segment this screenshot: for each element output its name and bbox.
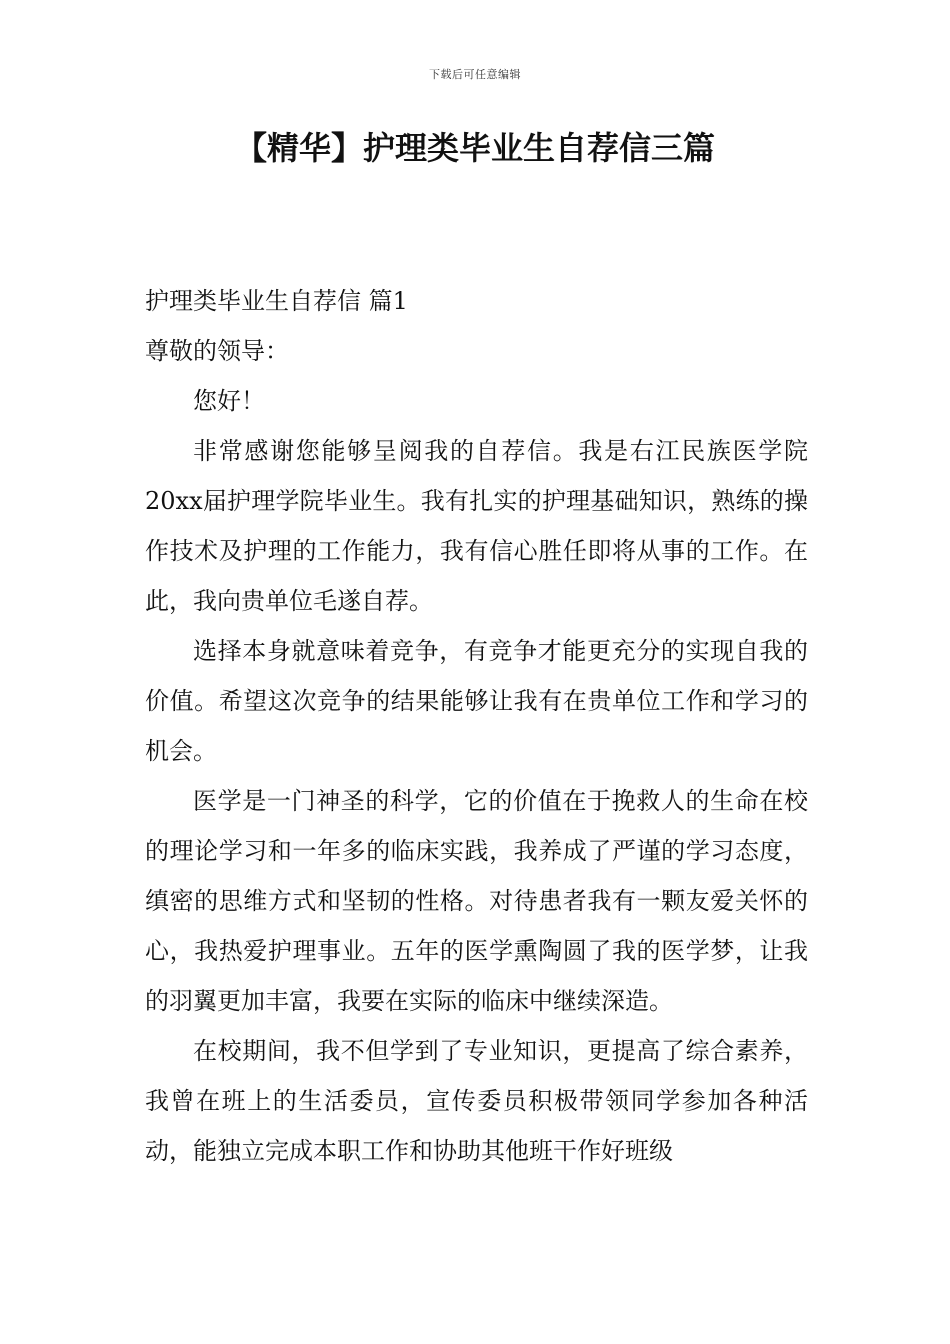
body-paragraph-3: 医学是一门神圣的科学，它的价值在于挽救人的生命在校的理论学习和一年多的临床实践，我养成了严谨的学习态度，缜密的思维方式和坚韧的性格。对待患者我有一颗友爱关怀的心，我热爱护理事业。五年的医学熏陶圆了我的医学梦，让我的羽翼更加丰富，我要在实际的临床中继续深造。	[145, 787, 808, 1015]
salutation: 尊敬的领导：	[145, 337, 289, 365]
body-paragraph-4: 在校期间，我不但学到了专业知识，更提高了综合素养，我曾在班上的生活委员，宣传委员积极带领同学参加各种活动，能独立完成本职工作和协助其他班干作好班级	[145, 1037, 808, 1165]
body-paragraph-2: 选择本身就意味着竞争，有竞争才能更充分的实现自我的价值。希望这次竞争的结果能够让我有在贵单位工作和学习的机会。	[145, 637, 808, 765]
document-title: 【精华】护理类毕业生自荐信三篇	[234, 129, 715, 167]
header-note: 下载后可任意编辑	[429, 68, 521, 81]
greeting: 您好！	[193, 387, 265, 415]
document-body	[145, 276, 808, 1176]
section-heading: 护理类毕业生自荐信 篇1	[145, 287, 408, 315]
body-paragraph-1: 非常感谢您能够呈阅我的自荐信。我是右江民族医学院20xx届护理学院毕业生。我有扎实的护理基础知识，熟练的操作技术及护理的工作能力，我有信心胜任即将从事的工作。在此，我向贵单位毛遂自荐。	[145, 437, 808, 615]
